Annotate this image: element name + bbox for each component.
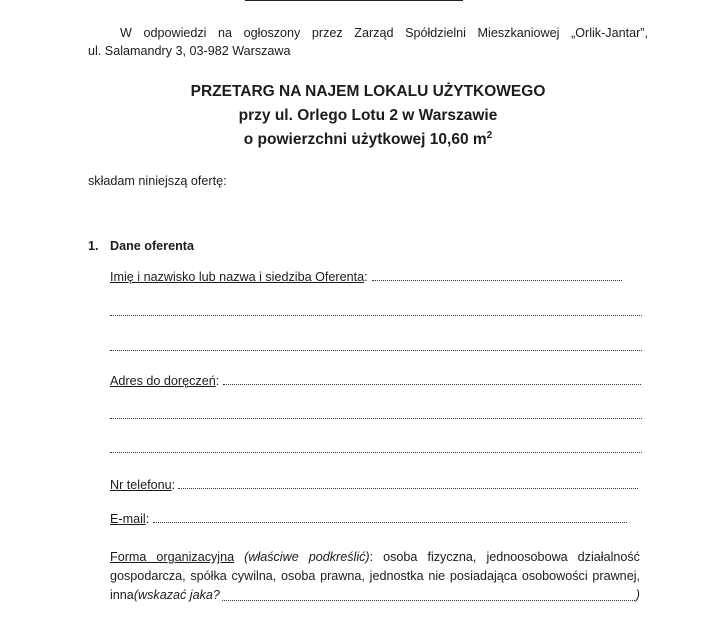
tender-heading (88, 80, 648, 152)
heading-line-3 (88, 128, 648, 152)
phone-field-row (110, 478, 638, 492)
section-1-number: 1. (88, 239, 99, 253)
phone-field-label: Nr telefonu (110, 478, 172, 492)
heading-area-superscript: 2 (486, 129, 493, 141)
forma-line-1 (110, 548, 640, 567)
top-signature-rule (245, 0, 463, 1)
address-field-line-3[interactable] (110, 452, 642, 453)
forma-other-prefix[interactable]: inna (110, 588, 134, 602)
intro-paragraph (88, 24, 648, 60)
phone-field-input[interactable] (178, 488, 638, 489)
phone-field-colon: : (171, 478, 176, 492)
forma-other-close: ) (635, 588, 640, 602)
email-field-label: E-mail (110, 512, 146, 526)
section-1-title-text: Dane oferenta (110, 239, 194, 253)
offer-statement: składam niniejszą ofertę: (88, 174, 227, 188)
forma-other-note: (wskazać jaka? (133, 588, 220, 602)
name-field-input[interactable] (372, 280, 622, 281)
name-field-label: Imię i nazwisko lub nazwa i siedziba Oferenta (110, 270, 365, 284)
intro-line-2: ul. Salamandry 3, 03-982 Warszawa (88, 44, 291, 58)
forma-line-3 (110, 586, 640, 605)
forma-line-1-rest[interactable]: : osoba fizyczna, jednoosobowa działalność (369, 550, 640, 564)
organizational-form-block (110, 548, 640, 605)
email-field-row (110, 512, 627, 526)
intro-line-1: W odpowiedzi na ogłoszony przez Zarząd Spółdzielni Mieszkaniowej „Orlik-Jantar”, (120, 26, 648, 40)
name-field-colon: : (364, 270, 368, 284)
heading-area-text: o powierzchni użytkowej 10,60 m (243, 131, 487, 148)
heading-line-1: PRZETARG NA NAJEM LOKALU UŻYTKOWEGO (190, 83, 546, 100)
heading-line-2: przy ul. Orlego Lotu 2 w Warszawie (238, 107, 498, 124)
section-1-title (88, 239, 194, 253)
address-field-label: Adres do doręczeń (110, 374, 216, 388)
name-field-row (110, 270, 622, 284)
address-field-row (110, 374, 641, 388)
name-field-line-3[interactable] (110, 350, 642, 351)
address-field-line-2[interactable] (110, 418, 642, 419)
forma-label: Forma organizacyjna (110, 550, 235, 564)
email-field-colon: : (145, 512, 150, 526)
forma-line-2[interactable]: gospodarcza, spółka cywilna, osoba prawna, jednostka nie posiadająca osobowości prawnej, (110, 569, 640, 583)
name-field-line-2[interactable] (110, 315, 642, 316)
forma-other-input[interactable] (222, 600, 635, 601)
address-field-colon: : (215, 374, 220, 388)
email-field-input[interactable] (153, 522, 627, 523)
forma-note: (właściwe podkreślić) (244, 550, 370, 564)
address-field-input[interactable] (223, 384, 641, 385)
